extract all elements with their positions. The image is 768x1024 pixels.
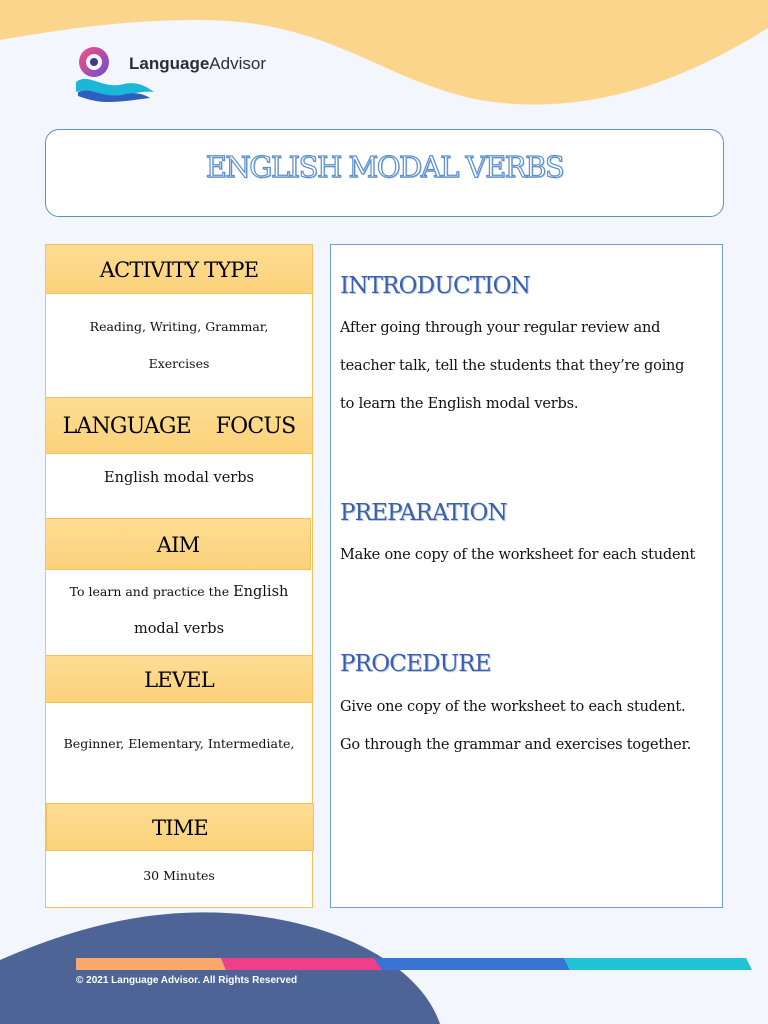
- footer-color-stripe: [76, 958, 752, 970]
- preparation-title: PREPARATION: [340, 500, 507, 526]
- aim-text-line-2: modal verbs: [133, 621, 225, 637]
- procedure-body: [340, 688, 718, 764]
- title-box: [45, 129, 724, 217]
- introduction-line-3: to learn the English modal verbs.: [340, 396, 579, 412]
- aim-header: [45, 518, 311, 570]
- language-focus-label: LANGUAGE FOCUS: [62, 414, 296, 439]
- activity-type-value: [46, 308, 312, 382]
- preparation-body: [340, 536, 718, 574]
- aim-text-small: To learn and practice the: [69, 584, 234, 599]
- activity-type-line-1: Reading, Writing, Grammar,: [89, 319, 269, 334]
- procedure-line-1: Give one copy of the worksheet to each student.: [340, 699, 686, 715]
- procedure-line-2: Go through the grammar and exercises together.: [340, 737, 692, 753]
- time-label: TIME: [152, 816, 208, 840]
- introduction-line-2: teacher talk, tell the students that they’re going: [340, 358, 685, 374]
- aim-text-big: English: [233, 584, 289, 600]
- logo-wordmark: [129, 54, 266, 74]
- activity-type-line-2: Exercises: [148, 356, 210, 371]
- introduction-title: INTRODUCTION: [340, 273, 530, 299]
- language-focus-value: [46, 459, 312, 497]
- level-text: Beginner, Elementary, Intermediate,: [63, 736, 295, 751]
- time-text: 30 Minutes: [143, 868, 215, 883]
- language-focus-header: [45, 397, 313, 454]
- language-focus-text: English modal verbs: [104, 470, 254, 486]
- lesson-plan-panel: [330, 244, 723, 908]
- introduction-body: [340, 309, 718, 423]
- aim-value: [46, 573, 312, 648]
- procedure-title: PROCEDURE: [340, 651, 491, 677]
- time-value: [46, 857, 312, 894]
- page-title: ENGLISH MODAL VERBS: [205, 150, 564, 184]
- activity-type-label: ACTIVITY TYPE: [99, 258, 259, 282]
- level-label: LEVEL: [144, 668, 214, 692]
- level-header: [45, 655, 313, 703]
- logo-wordmark-regular: Advisor: [209, 54, 266, 73]
- time-header: [46, 803, 314, 851]
- logo-wordmark-bold: Language: [129, 54, 210, 73]
- language-advisor-logo[interactable]: [74, 42, 284, 104]
- activity-type-header: [45, 244, 313, 294]
- level-value: [46, 725, 312, 762]
- introduction-line-1: After going through your regular review and: [340, 320, 661, 336]
- preparation-line-1: Make one copy of the worksheet for each student: [340, 547, 696, 563]
- aim-label: AIM: [156, 533, 200, 557]
- activity-info-panel: [45, 244, 313, 908]
- footer-copyright: © 2021 Language Advisor. All Rights Reserved: [76, 975, 298, 986]
